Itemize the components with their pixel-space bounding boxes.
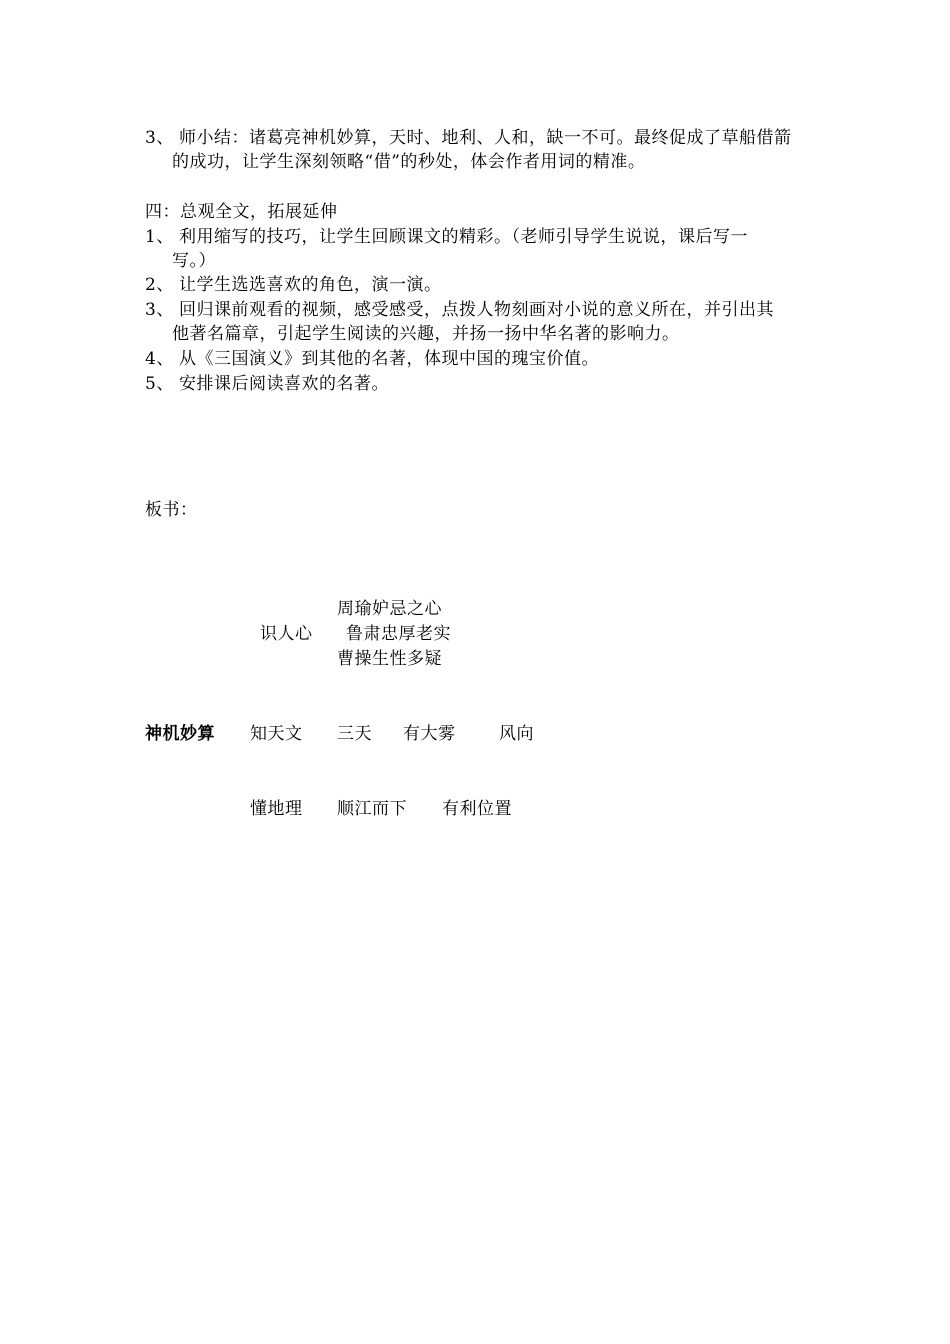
- s4-item-3-line-2: [172, 322, 680, 346]
- person-line-3: 曹操生性多疑: [337, 649, 442, 669]
- s4-item-1-line-1: [145, 225, 748, 249]
- item-text-continued: 的成功，让学生深刻领略“借”的秒处，体会作者用词的精准。: [172, 152, 646, 172]
- item-number: 2、: [145, 275, 174, 295]
- item-text: 回归课前观看的视频，感受感受，点拨人物刻画对小说的意义所在，并引出其: [179, 300, 774, 320]
- s4-item-2: [145, 273, 442, 297]
- item-3-line-1: [145, 126, 792, 150]
- item-number: 3、: [145, 128, 174, 148]
- s4-item-4: [145, 347, 599, 371]
- row1-cell-2: 三天: [337, 724, 372, 744]
- s4-item-1-line-2: [172, 249, 216, 273]
- item-text: 让学生选选喜欢的角色，演一演。: [179, 275, 442, 295]
- item-number: 5、: [145, 374, 174, 394]
- item-text: 从《三国演义》到其他的名著，体现中国的瑰宝价值。: [179, 349, 599, 369]
- row1-cell-4: 风向: [499, 724, 534, 744]
- blackboard-label: 板书：: [145, 500, 198, 520]
- row2-cell-1: 懂地理: [250, 799, 303, 819]
- item-number: 4、: [145, 349, 174, 369]
- item-text-continued: 写。）: [172, 251, 216, 271]
- item-text: 师小结：诸葛亮神机妙算，天时、地利、人和，缺一不可。最终促成了草船借箭: [179, 128, 792, 148]
- blackboard-title: 神机妙算: [145, 724, 215, 744]
- row1-cell-1: 知天文: [250, 724, 303, 744]
- item-3-line-2: [172, 150, 645, 174]
- row2-cell-2: 顺江而下: [337, 799, 407, 819]
- item-text: 安排课后阅读喜欢的名著。: [179, 374, 389, 394]
- item-text-continued: 他著名篇章，引起学生阅读的兴趣，并扬一扬中华名著的影响力。: [172, 324, 680, 344]
- row1-cell-3: 有大雾: [403, 724, 456, 744]
- person-line-2: 鲁肃忠厚老实: [346, 624, 451, 644]
- row2-cell-3: 有利位置: [442, 799, 512, 819]
- person-line-1: 周瑜妒忌之心: [337, 599, 442, 619]
- s4-item-3-line-1: [145, 298, 774, 322]
- s4-item-5: [145, 372, 389, 396]
- people-heading: 识人心: [260, 624, 313, 644]
- item-number: 3、: [145, 300, 174, 320]
- item-number: 1、: [145, 227, 174, 247]
- section-4-heading: 四：总观全文，拓展延伸: [145, 202, 338, 222]
- item-text: 利用缩写的技巧，让学生回顾课文的精彩。（老师引导学生说说，课后写一: [179, 227, 748, 247]
